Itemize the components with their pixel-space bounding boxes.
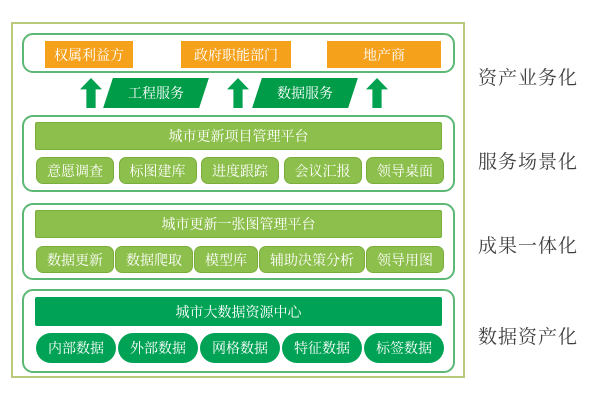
- service-flow-tag-data: [252, 78, 358, 108]
- service-flow-row: [13, 76, 463, 110]
- diagram-frame: [11, 22, 465, 378]
- layer-title-data-center: 城市大数据资源中心: [35, 297, 442, 326]
- layer-item: 会议汇报: [284, 157, 362, 184]
- layer-item: 特征数据: [282, 333, 362, 363]
- layer-item: 意愿调查: [36, 157, 114, 184]
- layer-item: 领导桌面: [366, 157, 444, 184]
- stakeholder-box-government: 政府职能部门: [181, 41, 291, 68]
- stage-label-result-integration: 成果一体化: [478, 236, 579, 257]
- service-flow-tag-engineering: [103, 78, 209, 108]
- layer-item: 标图建库: [119, 157, 197, 184]
- service-flow-label: 工程服务: [128, 85, 184, 101]
- layer-title-project-platform: 城市更新项目管理平台: [35, 122, 442, 150]
- up-arrow-icon: [366, 78, 388, 108]
- layer-item: 外部数据: [118, 333, 198, 363]
- map-platform-items: [36, 246, 444, 273]
- project-platform-layer: [22, 115, 455, 192]
- layer-item: 数据爬取: [115, 246, 193, 273]
- layer-item: 领导用图: [366, 246, 444, 273]
- layer-item: 标签数据: [364, 333, 444, 363]
- map-platform-layer: [22, 203, 455, 280]
- layer-item: 辅助决策分析: [259, 246, 365, 273]
- layer-item: 数据更新: [36, 246, 114, 273]
- data-center-layer: [22, 289, 455, 373]
- layer-item: 网格数据: [200, 333, 280, 363]
- service-flow-label: 数据服务: [277, 85, 333, 101]
- stakeholders-section: [22, 33, 455, 73]
- up-arrow-icon: [80, 78, 102, 108]
- up-arrow-icon: [227, 78, 249, 108]
- stage-label-service-scenario: 服务场景化: [478, 152, 579, 173]
- data-center-items: [36, 333, 444, 363]
- stakeholder-box-developer: 地产商: [327, 41, 441, 68]
- stage-label-data-asset: 数据资产化: [478, 327, 579, 348]
- stakeholder-box-rights-holders: 权属利益方: [45, 41, 133, 68]
- layer-title-map-platform: 城市更新一张图管理平台: [35, 210, 442, 238]
- stage-label-asset-business: 资产业务化: [478, 68, 579, 89]
- project-platform-items: [36, 157, 444, 184]
- layer-item: 进度跟踪: [201, 157, 279, 184]
- layer-item: 模型库: [194, 246, 258, 273]
- layer-item: 内部数据: [36, 333, 116, 363]
